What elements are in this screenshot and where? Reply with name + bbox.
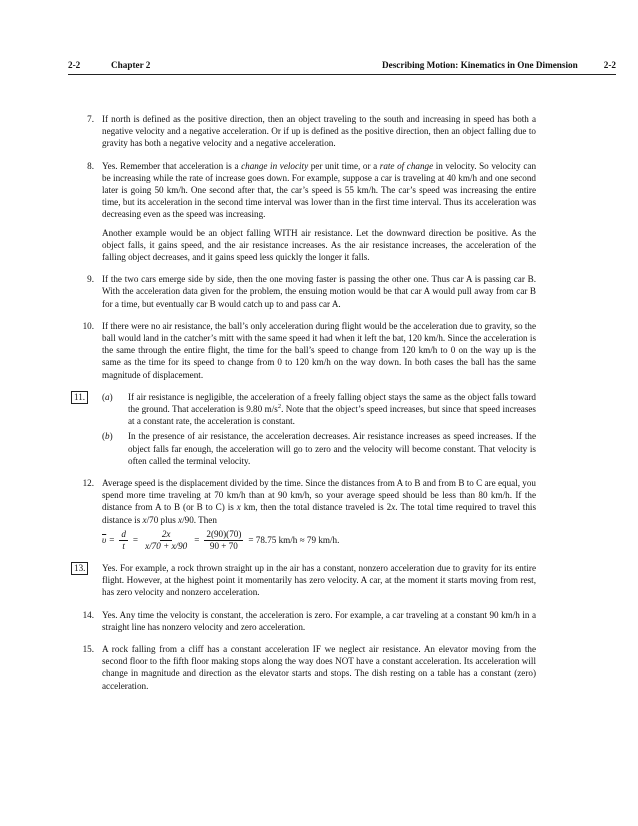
answer-number-boxed: 11. <box>71 391 88 404</box>
answer-13 <box>70 562 536 599</box>
answer-number: 15. <box>82 643 94 654</box>
answer-text: If the two cars emerge side by side, then the one moving faster is passing the other one. Thus car A is passing car B. With the acceleration data given for the problem, the ensuing motion would be that car A would pull away from car B for a time, but eventually car B would catch up to and pass car A. <box>102 274 536 309</box>
answer-9 <box>70 273 536 310</box>
answer-14 <box>70 609 536 633</box>
answer-10 <box>70 320 536 381</box>
answer-number: 10. <box>82 320 94 331</box>
part-label: (b) <box>102 431 113 442</box>
answer-11 <box>70 391 536 467</box>
answer-text: Yes. For example, a rock thrown straight up in the air has a constant, nonzero acceleration due to gravity for its entire flight. However, at the highest point it momentarily has zero velocity. A car, at the moment it starts moving from rest, has zero velocity and nonzero acceleration. <box>102 562 536 598</box>
part-label: (a) <box>102 391 113 402</box>
answer-number: 12. <box>82 478 94 489</box>
chapter-title: Describing Motion: Kinematics in One Dimension <box>382 60 578 70</box>
answer-7 <box>70 113 536 150</box>
answer-number: 14. <box>82 609 94 620</box>
fraction-2x: $\frac{2x}{x/70 + x/90}$ <box>145 528 188 551</box>
answer-8 <box>70 160 536 264</box>
page-number-left: 2-2 <box>68 60 81 70</box>
answer-part-a: (a) If air resistance is negligible, the acceleration of a freely falling object stays the same as the object falls toward the ground. That acceleration is 9.80 $m/s^2$. Note that the object’s speed increases, but since that speed increases at a constant rate, the acceleration is constant. <box>102 391 536 427</box>
chapter-label: Chapter 2 <box>111 60 151 70</box>
header-divider <box>68 74 616 75</box>
answer-number: 7. <box>87 114 94 124</box>
answer-12 <box>70 477 536 552</box>
answer-part-b: (b) In the presence of air resistance, the acceleration decreases. Air resistance increases as speed increases. If the object falls far enough, the acceleration will go to zero and the velocity will become constant. That velocity is often called the terminal velocity. <box>102 431 536 466</box>
answer-number-boxed: 13. <box>71 562 88 575</box>
answer-text-2: Another example would be an object falling WITH air resistance. Let the downward direction be positive. As the object falls, it gains speed, and the air resistance increases. As the air resistance increases, the acceleration of the falling object decreases, and it gains speed less quickly the longer it falls. <box>102 227 536 263</box>
answer-text: If there were no air resistance, the ball’s only acceleration during flight would be the acceleration due to gravity, so the ball would land in the catcher’s mitt with the same speed it had when it left the bat, 120 km/h. Since the acceleration is the same through the entire flight, the time for the ball’s speed to change from 120 km/h to 0 on the way up is the same as the time for its speed to change from 0 to 120 km/h on the way down. In both cases the ball has the same magnitude of displacement. <box>102 320 536 380</box>
answer-number: 9. <box>87 274 94 285</box>
answer-text: Yes. Remember that acceleration is a change in velocity per unit time, or a rate of change in velocity. So velocity can be increasing while the rate of increase goes down. For example, suppose a car is traveling at 40 km/h and one second later is going 50 km/h. One second after that, the car’s speed is 55 km/h. The car’s speed was increasing the entire time, but its acceleration in the second time interval was lower than in the first time interval. Thus its acceleration was decreasing even as the speed was increasing. <box>102 160 537 220</box>
answer-text: Yes. Any time the velocity is constant, the acceleration is zero. For example, a car traveling at a constant 90 km/h in a straight line has nonzero velocity and zero acceleration. <box>102 609 536 632</box>
page-header <box>68 60 616 70</box>
equation-result: = 78.75 km/h ≈ 79 km/h. <box>248 535 340 546</box>
average-velocity-symbol: $\overline{\upsilon}$ <box>102 535 107 546</box>
answer-text: A rock falling from a cliff has a constant acceleration IF we neglect air resistance. An elevator moving from the second floor to the fifth floor making stops along the way does NOT have a constant acceleration. Its acceleration will change in magnitude and direction as the elevator starts and stops. The dish resting on a table has a constant (zero) acceleration. <box>102 643 536 691</box>
answer-15 <box>70 643 536 692</box>
fraction-numeric: $\frac{2(90)(70)}{90 + 70}$ <box>206 528 242 551</box>
answer-number: 8. <box>87 160 94 171</box>
fraction-d-over-t: $\frac{d}{t}$ <box>121 528 126 551</box>
answer-text: Average speed is the displacement divided by the time. Since the distances from A to B and from B to C are equal, you spend more time traveling at 70 km/h than at 90 km/h, so your average speed should be less than 80 km/h. If the distance from A to B (or B to C) is x km, then the total distance traveled is 2x. The total time required to travel this distance is x/70 plus x/90. Then <box>102 478 536 525</box>
page-number-right: 2-2 <box>603 60 616 70</box>
average-speed-equation: $\overline{\upsilon}$ = $\frac{d}{t}$ = $\frac{2x}{x/70 + x/90}$ = $\frac{2(90)(70)}{90 + 70}$ = 78.75 km/h ≈ 79 km/h. <box>102 528 340 551</box>
answers-content <box>70 113 536 702</box>
answer-text: If north is defined as the positive direction, then an object traveling to the south and increasing in speed has both a negative velocity and a negative acceleration. Or if up is defined as the positive direction, then an object falling due to gravity has both a negative velocity and a negative acceleration. <box>102 114 536 149</box>
